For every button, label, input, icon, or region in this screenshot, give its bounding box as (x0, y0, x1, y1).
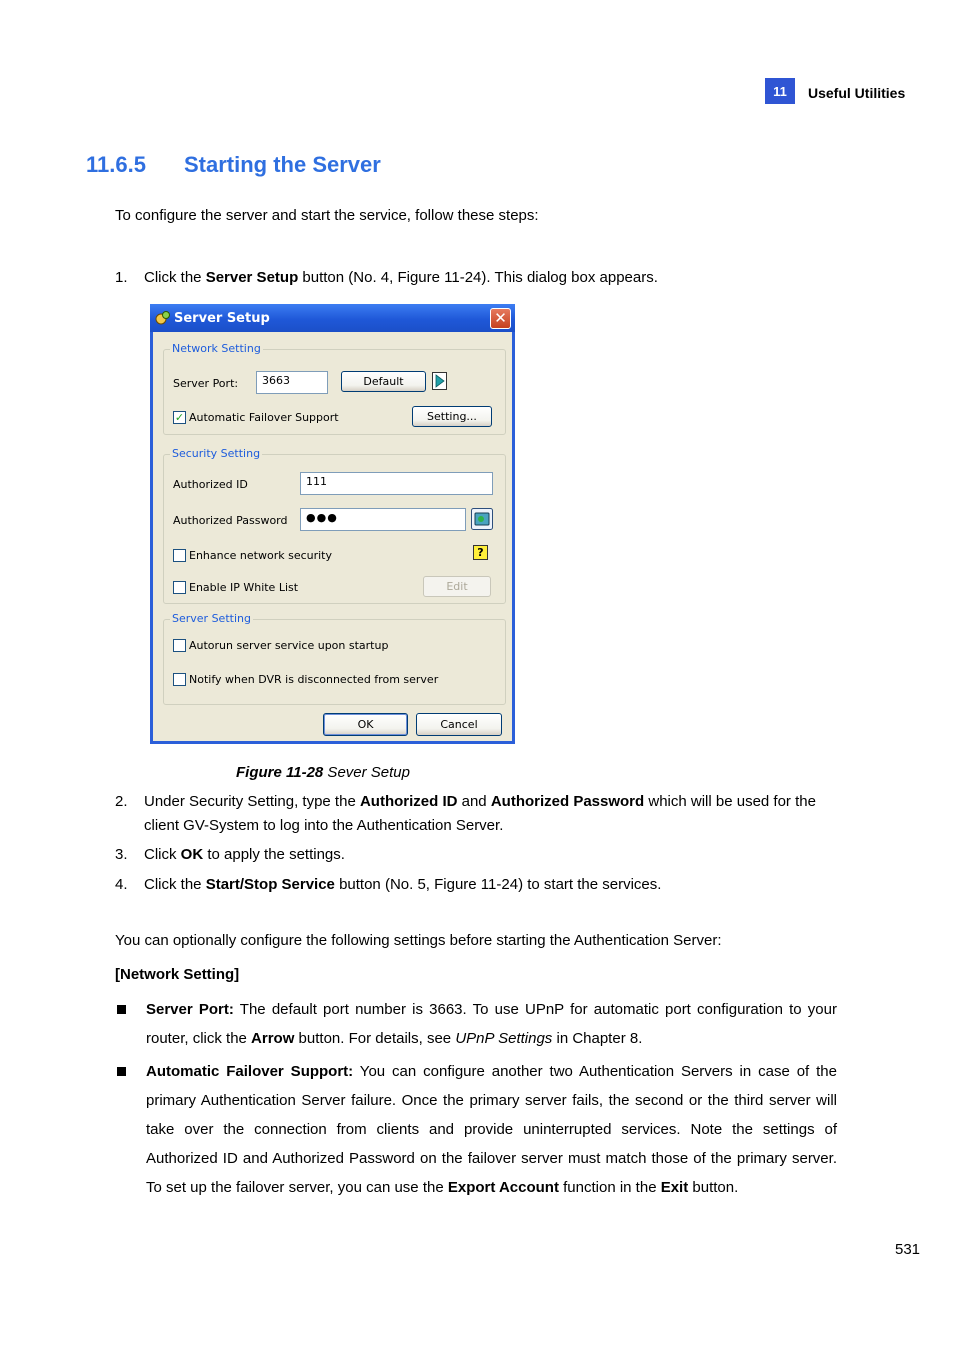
bullet-text (146, 995, 837, 1053)
arrow-icon[interactable] (432, 372, 447, 390)
text-run: to apply the settings. (203, 846, 345, 863)
caption-text: Sever Setup (323, 764, 410, 781)
notify-checkbox[interactable] (173, 673, 186, 686)
password-tool-icon[interactable] (471, 508, 493, 530)
group-label: Security Setting (172, 447, 261, 460)
dialog-title: Server Setup (174, 311, 270, 326)
section-heading (86, 152, 381, 178)
page-number: 531 (895, 1241, 921, 1258)
bullet-failover (117, 1057, 837, 1202)
step-text (144, 266, 845, 290)
dialog-body (153, 332, 512, 741)
autorun-label: Autorun server service upon startup (189, 639, 389, 652)
server-setting-group (163, 612, 506, 705)
notify-label: Notify when DVR is disconnected from server (189, 673, 439, 686)
text-run: Under Security Setting, type the (144, 793, 360, 810)
bullet-square-icon (117, 1005, 126, 1014)
step-number: 4. (115, 876, 128, 893)
step-number: 2. (115, 793, 128, 810)
authorized-id-label: Authorized ID (173, 478, 248, 491)
text-run: You can configure another two Authentication Servers in case of the primary Authentication Server failure. Once the primary server fails, the second or the third server will take over the connection from clients and provide uninterrupted services. Note the settings of Authorized ID and Authorized Password on the failover server must match those of the primary server. To set up the failover server, you can use the (146, 1063, 837, 1196)
text-run: Click (144, 846, 181, 863)
text-run: which will be used for the client GV-System to log into the Authentication Server. (144, 793, 816, 834)
text-run: Click the (144, 876, 206, 893)
figure-caption (236, 764, 410, 781)
group-label: Server Setting (172, 612, 251, 625)
step-text (144, 873, 845, 897)
bullet-text (146, 1057, 837, 1202)
server-port-input[interactable]: 3663 (256, 371, 328, 394)
setting-button[interactable]: Setting... (412, 406, 492, 427)
close-button[interactable]: ✕ (490, 308, 511, 329)
step-4 (115, 873, 845, 897)
enhance-security-label: Enhance network security (189, 549, 333, 562)
step-text (144, 790, 845, 838)
chapter-title: Useful Utilities (808, 85, 906, 101)
bullet-square-icon (117, 1067, 126, 1076)
authorized-password-input[interactable]: ●●● (300, 508, 466, 531)
edit-button[interactable]: Edit (423, 576, 491, 597)
authorized-id-input[interactable]: 111 (300, 472, 493, 495)
italic-run: UPnP Settings (455, 1030, 553, 1047)
ip-white-list-label: Enable IP White List (189, 581, 299, 594)
text-run: The default port number is 3663. To use UPnP for automatic port configuration to your router, click the (146, 1001, 837, 1047)
text-run: button (No. 5, Figure 11-24) to start the services. (334, 876, 662, 893)
bold-run: Start/Stop Service (205, 876, 335, 893)
autorun-checkbox[interactable] (173, 639, 186, 652)
server-setup-dialog (150, 304, 515, 744)
failover-checkbox[interactable]: ✓ (174, 411, 185, 424)
app-icon (155, 310, 171, 326)
group-label: Network Setting (172, 342, 261, 355)
text-run: in Chapter 8. (552, 1030, 643, 1047)
help-icon[interactable]: ? (473, 545, 488, 560)
step-1 (115, 266, 845, 290)
enhance-security-checkbox[interactable] (173, 549, 186, 562)
section-title: Starting the Server (184, 152, 381, 177)
dialog-titlebar[interactable] (150, 304, 515, 332)
section-number: 11.6.5 (86, 152, 146, 177)
ip-white-list-checkbox[interactable] (173, 581, 186, 594)
text-run: button. For details, see (294, 1030, 456, 1047)
step-3 (115, 843, 845, 867)
intro-paragraph: To configure the server and start the service, follow these steps: (115, 207, 539, 224)
bold-run: Server Port: (146, 1001, 234, 1018)
server-port-label: Server Port: (173, 377, 239, 390)
bold-run: Export Account (447, 1179, 559, 1196)
bold-run: Automatic Failover Support: (146, 1063, 354, 1080)
text-run: Click the (144, 269, 206, 286)
text-run: button. (688, 1179, 739, 1196)
bold-run: Arrow (251, 1030, 295, 1047)
security-setting-group (163, 447, 506, 604)
bold-run: Exit (660, 1179, 689, 1196)
authorized-password-label: Authorized Password (173, 514, 288, 527)
step-number: 1. (115, 269, 128, 286)
network-setting-group (163, 342, 506, 435)
step-number: 3. (115, 846, 128, 863)
default-button[interactable]: Default (341, 371, 426, 392)
failover-label: Automatic Failover Support (189, 411, 339, 424)
text-run: function in the (558, 1179, 661, 1196)
text-run: and (457, 793, 491, 810)
chapter-badge: 11 (765, 78, 795, 104)
optional-intro: You can optionally configure the following settings before starting the Authentication Server: (115, 932, 722, 949)
caption-label: Figure 11-28 (236, 764, 324, 781)
bold-run: Authorized ID (359, 793, 458, 810)
bullet-server-port (117, 995, 837, 1053)
ok-button[interactable]: OK (323, 713, 408, 736)
step-2 (115, 790, 845, 838)
step-text (144, 843, 845, 867)
network-setting-heading: [Network Setting] (115, 966, 240, 983)
cancel-button[interactable]: Cancel (416, 713, 502, 736)
bold-run: Authorized Password (490, 793, 645, 810)
bold-run: OK (180, 846, 204, 863)
text-run: button (No. 4, Figure 11-24). This dialog box appears. (298, 269, 658, 286)
bold-run: Server Setup (205, 269, 299, 286)
